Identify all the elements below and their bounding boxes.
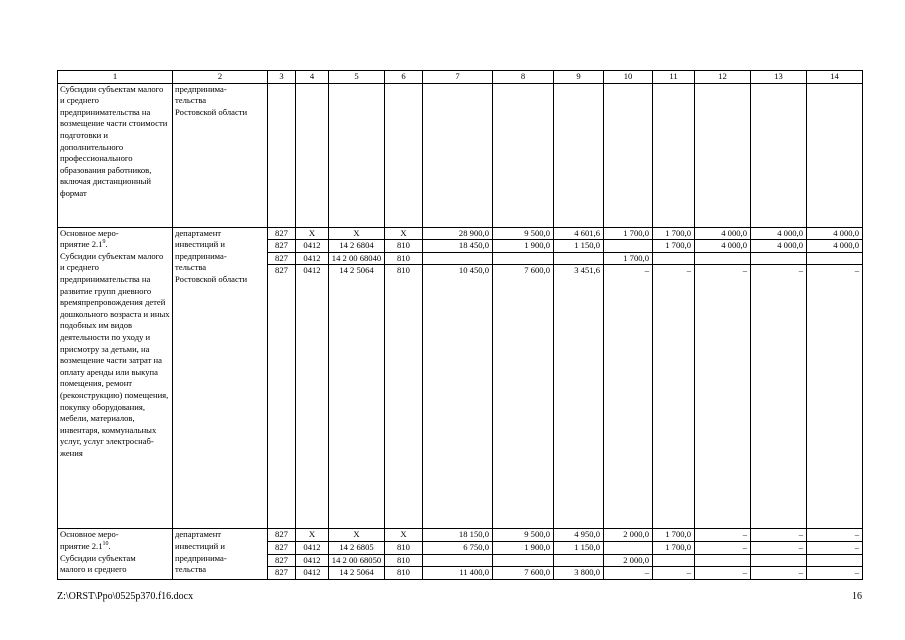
value-cell	[423, 554, 493, 567]
value-cell: Х	[329, 529, 385, 542]
table-row	[58, 227, 863, 240]
value-cell: –	[695, 265, 751, 529]
value-cell: 3 800,0	[554, 567, 604, 580]
value-cell: –	[751, 529, 807, 542]
value-cell: –	[807, 541, 863, 554]
value-cell: 4 000,0	[695, 240, 751, 253]
executor-cell: департамент инвестиций и предпринима- тельства	[173, 529, 268, 579]
value-cell: 18 450,0	[423, 240, 493, 253]
value-cell	[807, 252, 863, 265]
value-cell: 810	[385, 554, 423, 567]
value-cell: 7 600,0	[493, 567, 554, 580]
value-cell: –	[751, 541, 807, 554]
value-cell: 3 451,6	[554, 265, 604, 529]
value-cell: 4 000,0	[807, 240, 863, 253]
executor-cell: предпринима- тельства Ростовской области	[173, 83, 268, 227]
value-cell	[554, 554, 604, 567]
value-cell: 827	[268, 567, 296, 580]
value-cell: 11 400,0	[423, 567, 493, 580]
value-cell: 7 600,0	[493, 265, 554, 529]
value-cell: 9 500,0	[493, 227, 554, 240]
value-cell: 0412	[296, 554, 329, 567]
value-cell: 827	[268, 252, 296, 265]
header-cell: 3	[268, 71, 296, 84]
value-cell: 14 2 6804	[329, 240, 385, 253]
value-cell: 9 500,0	[493, 529, 554, 542]
value-cell	[807, 554, 863, 567]
value-cell	[493, 554, 554, 567]
value-cell: 827	[268, 240, 296, 253]
value-cell	[751, 252, 807, 265]
value-cell: –	[807, 265, 863, 529]
value-cell: 2 000,0	[604, 554, 653, 567]
measure-name-cell: Основное меро- приятие $2.1^{10}$. Субсидии субъектам малого и среднего	[58, 529, 173, 579]
value-cell: –	[653, 265, 695, 529]
value-cell: 2 000,0	[604, 529, 653, 542]
value-cell: 14 2 6805	[329, 541, 385, 554]
value-cell: 4 000,0	[807, 227, 863, 240]
header-cell: 8	[493, 71, 554, 84]
value-cell: –	[807, 567, 863, 580]
value-cell: –	[751, 567, 807, 580]
header-cell: 6	[385, 71, 423, 84]
value-cell: 18 150,0	[423, 529, 493, 542]
value-cell: 810	[385, 240, 423, 253]
value-cell	[751, 554, 807, 567]
value-cell: Х	[296, 529, 329, 542]
value-cell: 0412	[296, 240, 329, 253]
value-cell: –	[751, 265, 807, 529]
value-cell: 14 2 5064	[329, 265, 385, 529]
value-cell: Х	[385, 227, 423, 240]
value-cell: 1 700,0	[604, 252, 653, 265]
value-cell: 1 900,0	[493, 541, 554, 554]
value-cell: 4 000,0	[695, 227, 751, 240]
value-cell	[493, 252, 554, 265]
footer-file-path: Z:\ORST\Ppo\0525p370.f16.docx	[57, 591, 194, 602]
value-cell: 810	[385, 265, 423, 529]
value-cell	[653, 252, 695, 265]
value-cell: 0412	[296, 567, 329, 580]
value-cell: 1 900,0	[493, 240, 554, 253]
value-cell: 6 750,0	[423, 541, 493, 554]
value-cell: 1 700,0	[653, 541, 695, 554]
value-cell: 827	[268, 554, 296, 567]
value-cell: 14 2 5064	[329, 567, 385, 580]
value-cell: 14 2 00 68050	[329, 554, 385, 567]
value-cell: 0412	[296, 265, 329, 529]
measure-name-cell: Субсидии субъектам малого и среднего предпринимательства на возмещение части стоимости подготовки и дополнительного профессионального образования работников, включая дистанционный формат	[58, 83, 173, 227]
value-cell: –	[604, 265, 653, 529]
value-cell: 827	[268, 529, 296, 542]
value-cell: 827	[268, 227, 296, 240]
value-cell: 1 700,0	[653, 529, 695, 542]
value-cell: Х	[296, 227, 329, 240]
value-cell	[604, 240, 653, 253]
value-cell: 1 700,0	[653, 227, 695, 240]
column-number-row	[58, 71, 863, 84]
value-cell: 0412	[296, 541, 329, 554]
table-row	[58, 529, 863, 542]
value-cell: 4 000,0	[751, 227, 807, 240]
page-number: 16	[852, 591, 862, 602]
value-cell: 827	[268, 265, 296, 529]
value-cell: 14 2 00 68040	[329, 252, 385, 265]
value-cell: 1 700,0	[653, 240, 695, 253]
value-cell: 810	[385, 252, 423, 265]
budget-table	[57, 70, 863, 580]
value-cell: 1 700,0	[604, 227, 653, 240]
value-cell	[695, 252, 751, 265]
value-cell: Х	[329, 227, 385, 240]
value-cell: –	[653, 567, 695, 580]
table-row	[58, 83, 863, 227]
header-cell: 10	[604, 71, 653, 84]
value-cell: 827	[268, 541, 296, 554]
header-cell: 13	[751, 71, 807, 84]
value-cell	[423, 252, 493, 265]
value-cell: 810	[385, 567, 423, 580]
executor-cell: департамент инвестиций и предпринима- тельства Ростовской области	[173, 227, 268, 529]
value-cell: 10 450,0	[423, 265, 493, 529]
value-cell: 1 150,0	[554, 541, 604, 554]
header-cell: 1	[58, 71, 173, 84]
value-cell: –	[695, 529, 751, 542]
value-cell: 810	[385, 541, 423, 554]
value-cell: –	[695, 541, 751, 554]
value-cell	[604, 541, 653, 554]
header-cell: 11	[653, 71, 695, 84]
value-cell: 4 000,0	[751, 240, 807, 253]
value-cell	[653, 554, 695, 567]
value-cell	[695, 554, 751, 567]
value-cell: 1 150,0	[554, 240, 604, 253]
value-cell: –	[604, 567, 653, 580]
measure-name-cell: Основное меро- приятие $2.1^9$. Субсидии субъектам малого и среднего предпринимательства на развитие групп дневного времяпрепровождения детей дошкольного возраста и иных подобных им видов деятельности по уходу и присмотру за детьми, на возмещение части затрат на оплату аренды или выкупа помещения, ремонт (реконструкцию) помещения, покупку оборудования, мебели, материалов, инвентаря, коммунальных услуг, услуг электроснаб- жения	[58, 227, 173, 529]
header-cell: 9	[554, 71, 604, 84]
value-cell	[554, 252, 604, 265]
header-cell: 2	[173, 71, 268, 84]
value-cell: 0412	[296, 252, 329, 265]
header-cell: 7	[423, 71, 493, 84]
header-cell: 12	[695, 71, 751, 84]
value-cell: 28 900,0	[423, 227, 493, 240]
header-cell: 14	[807, 71, 863, 84]
value-cell: –	[807, 529, 863, 542]
value-cell: 4 601,6	[554, 227, 604, 240]
value-cell: 4 950,0	[554, 529, 604, 542]
header-cell: 4	[296, 71, 329, 84]
header-cell: 5	[329, 71, 385, 84]
value-cell: Х	[385, 529, 423, 542]
value-cell: –	[695, 567, 751, 580]
